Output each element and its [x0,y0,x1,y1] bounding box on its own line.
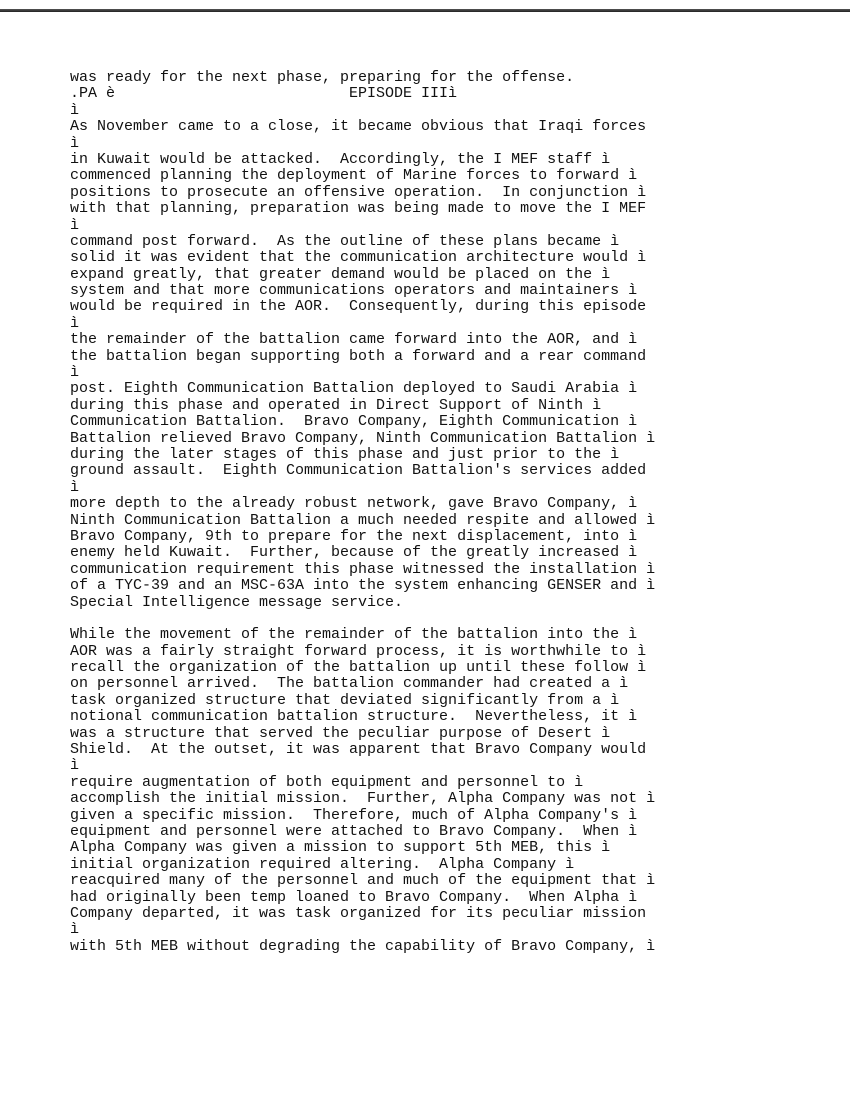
text-line: Ninth Communication Battalion a much needed respite and allowed ì [70,511,656,529]
text-line: task organized structure that deviated significantly from a ì [70,691,620,709]
text-line: more depth to the already robust network, gave Bravo Company, ì [70,495,638,513]
text-line: had originally been temp loaned to Bravo Company. When Alpha ì [70,888,638,906]
text-line: on personnel arrived. The battalion commander had created a ì [70,675,629,693]
text-line: with that planning, preparation was being made to move the I MEF [70,200,647,218]
text-line: ì [70,314,80,332]
text-line: Bravo Company, 9th to prepare for the next displacement, into ì [70,527,638,545]
text-line: Company departed, it was task organized for its peculiar mission [70,904,647,922]
text-line: ì [70,478,80,496]
text-line: system and that more communications operators and maintainers ì [70,282,638,300]
text-line: ground assault. Eighth Communication Battalion's services added [70,462,647,480]
document-body [70,70,850,955]
text-line: commenced planning the deployment of Marine forces to forward ì [70,167,638,185]
text-line: equipment and personnel were attached to Bravo Company. When ì [70,822,638,840]
text-line: given a specific mission. Therefore, much of Alpha Company's ì [70,806,638,824]
text-line: require augmentation of both equipment and personnel to ì [70,773,584,791]
text-line [70,611,850,627]
text-line: the battalion began supporting both a forward and a rear command [70,347,647,365]
text-line: ì [70,921,80,939]
text-line: Battalion relieved Bravo Company, Ninth Communication Battalion ì [70,429,656,447]
text-line: notional communication battalion structure. Nevertheless, it ì [70,708,638,726]
text-line: reacquired many of the personnel and much of the equipment that ì [70,872,656,890]
text-line: ì [70,757,80,775]
text-line: was ready for the next phase, preparing for the offense. [70,69,575,86]
text-line: solid it was evident that the communication architecture would ì [70,249,647,267]
text-line: .PA è EPISODE IIIì [70,85,458,103]
text-line: ì [70,134,80,152]
text-line: ì [70,364,80,382]
scan-top-border [0,9,850,12]
text-line: recall the organization of the battalion up until these follow ì [70,659,647,677]
text-line: was a structure that served the peculiar purpose of Desert ì [70,724,611,742]
text-line: Alpha Company was given a mission to support 5th MEB, this ì [70,839,611,857]
text-line: Communication Battalion. Bravo Company, Eighth Communication ì [70,413,638,431]
text-line: would be required in the AOR. Consequently, during this episode [70,298,647,316]
text-line: during the later stages of this phase and just prior to the ì [70,445,620,463]
text-line: of a TYC-39 and an MSC-63A into the system enhancing GENSER and ì [70,577,656,595]
text-line: enemy held Kuwait. Further, because of the greatly increased ì [70,544,638,562]
text-line: in Kuwait would be attacked. Accordingly, the I MEF staff ì [70,150,611,168]
text-line: with 5th MEB without degrading the capability of Bravo Company, ì [70,937,656,955]
text-line: While the movement of the remainder of the battalion into the ì [70,626,638,644]
text-line: initial organization required altering. Alpha Company ì [70,855,575,873]
text-line: Special Intelligence message service. [70,593,404,611]
text-line: ì [70,216,80,234]
text-line: positions to prosecute an offensive operation. In conjunction ì [70,183,647,201]
text-line: AOR was a fairly straight forward process, it is worthwhile to ì [70,642,647,660]
text-line: accomplish the initial mission. Further, Alpha Company was not ì [70,790,656,808]
text-line: during this phase and operated in Direct Support of Ninth ì [70,396,602,414]
text-line: ì [70,101,80,119]
text-line: post. Eighth Communication Battalion deployed to Saudi Arabia ì [70,380,638,398]
text-line: As November came to a close, it became obvious that Iraqi forces [70,118,647,136]
text-line: the remainder of the battalion came forward into the AOR, and ì [70,331,638,349]
text-line: command post forward. As the outline of these plans became ì [70,232,620,250]
text-line: Shield. At the outset, it was apparent that Bravo Company would [70,741,647,759]
text-line: expand greatly, that greater demand would be placed on the ì [70,265,611,283]
text-line: communication requirement this phase witnessed the installation ì [70,560,656,578]
